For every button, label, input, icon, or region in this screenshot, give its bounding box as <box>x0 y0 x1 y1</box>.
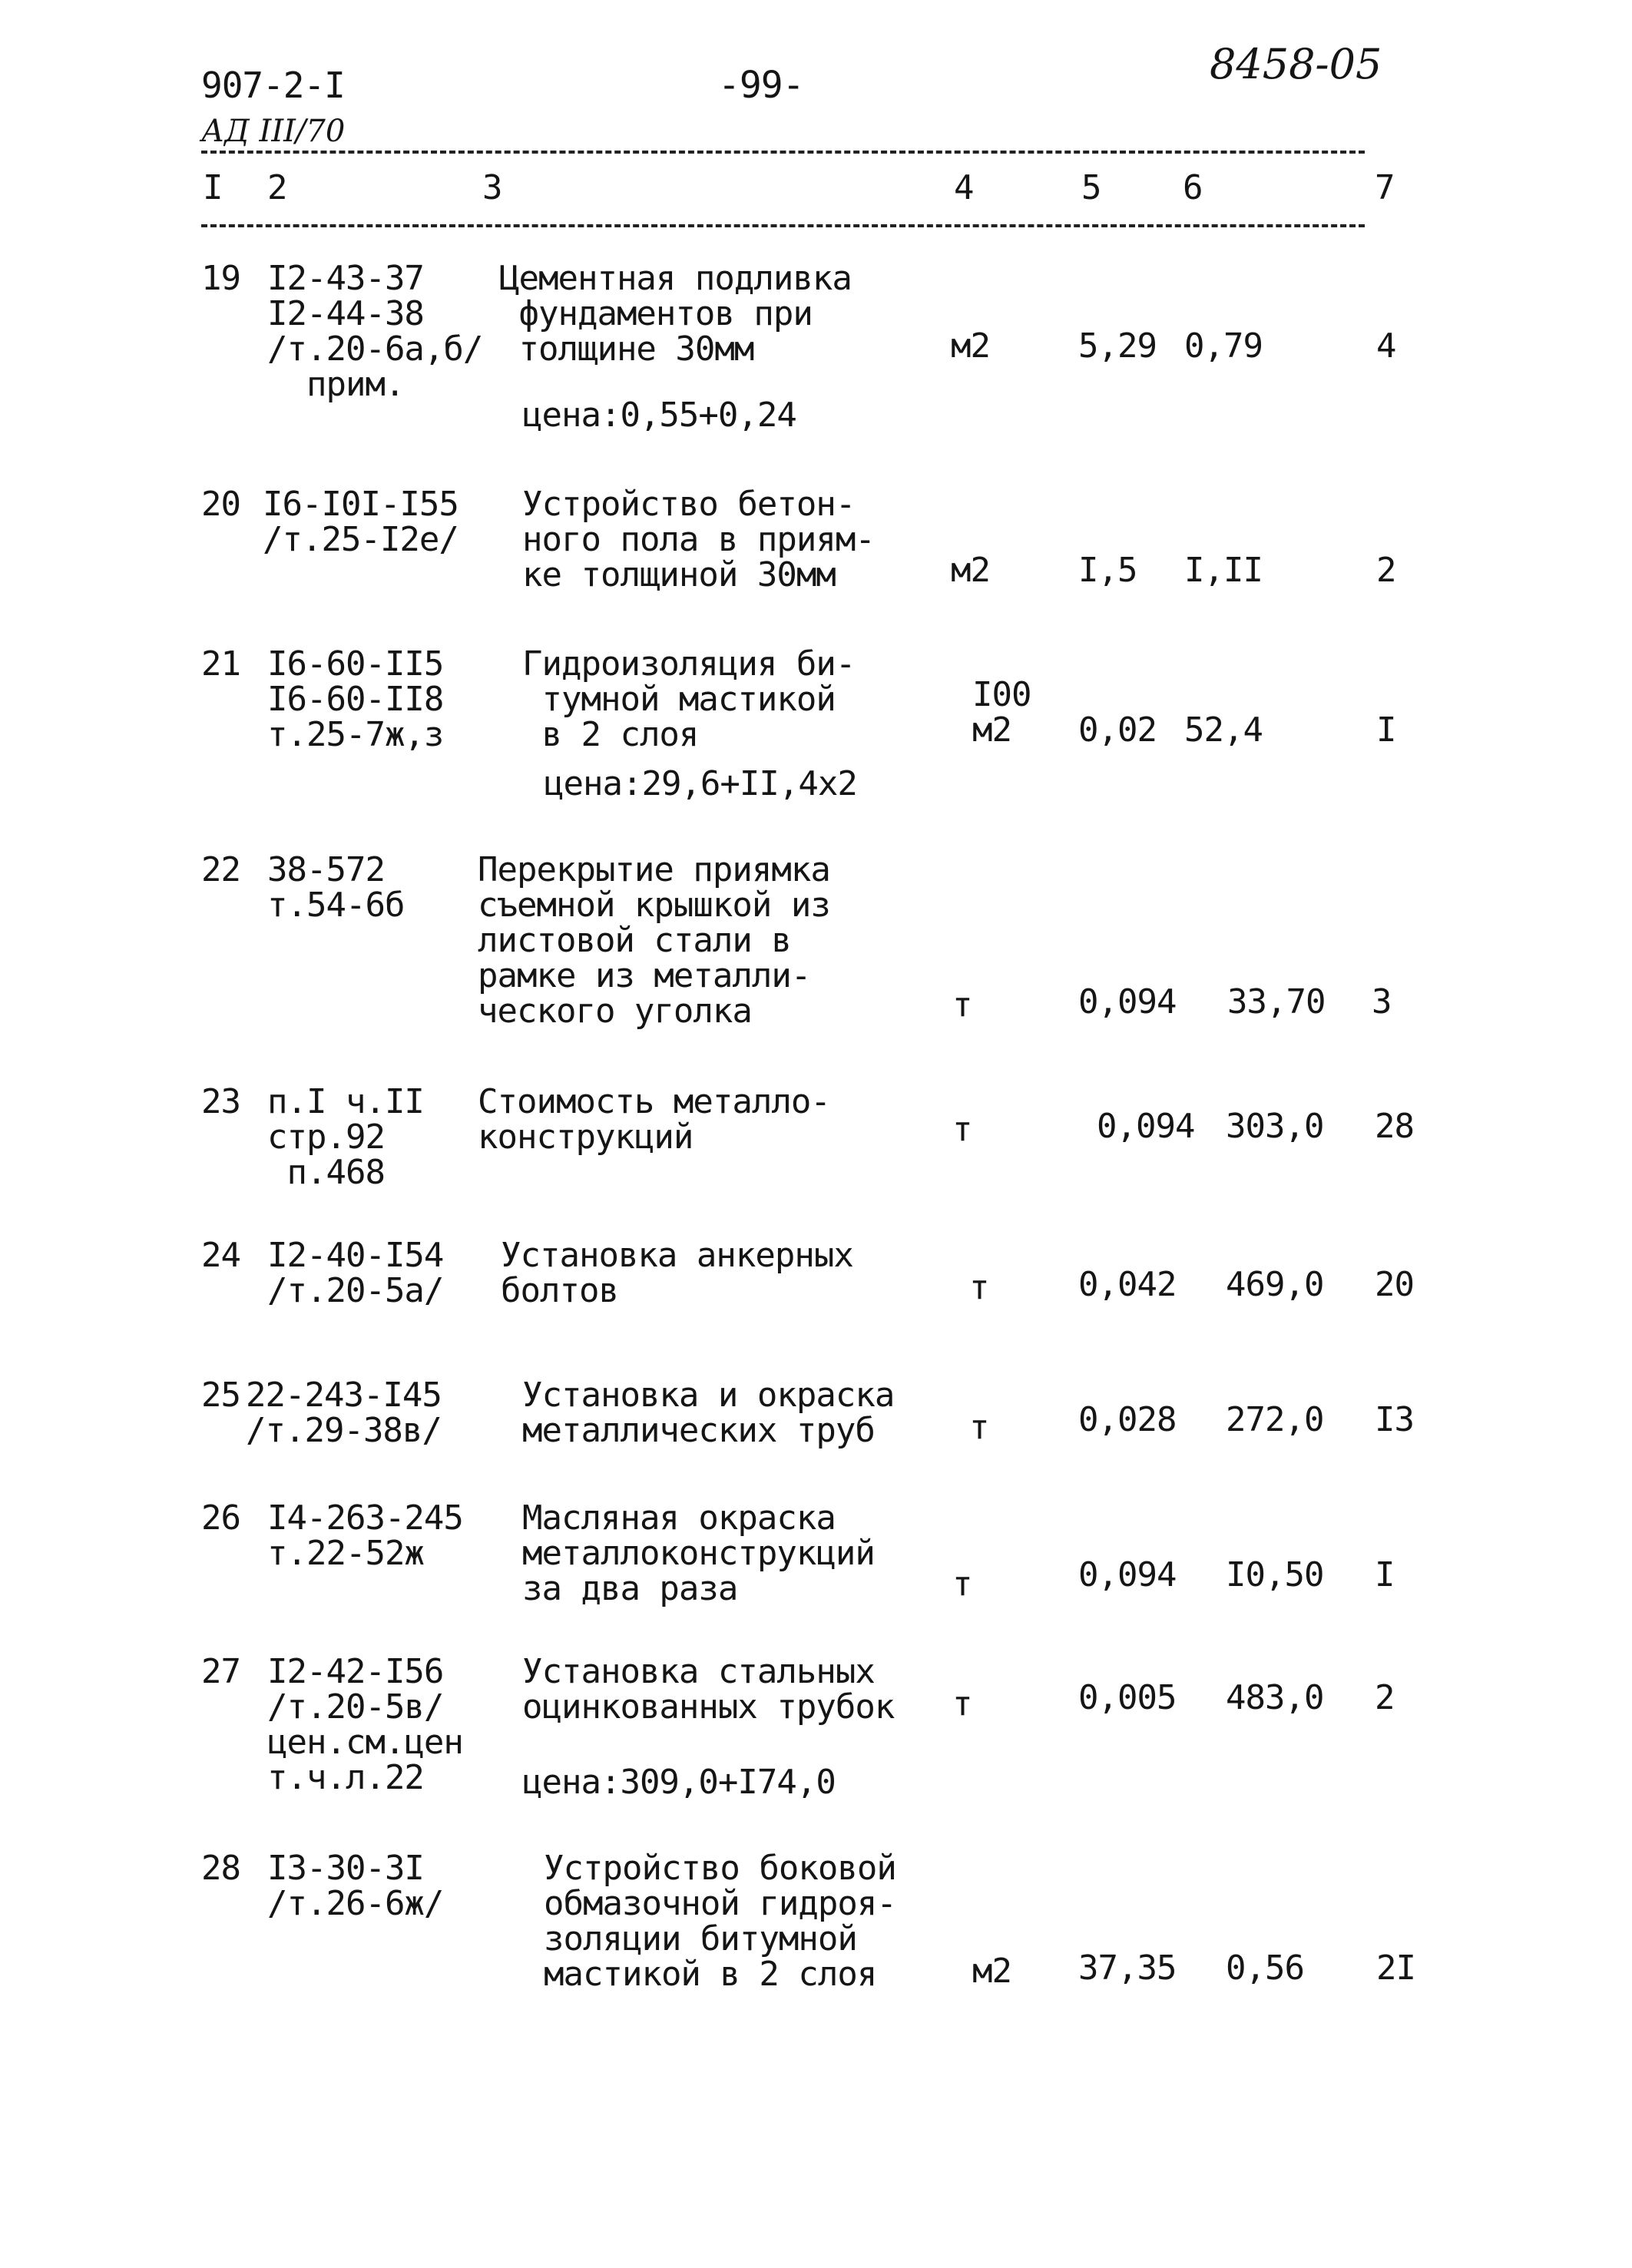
row-description: Устройство боковой обмазочной гидроя- золяции битумной мастикой в 2 слоя <box>544 1849 896 1994</box>
row-unit-price: 33,70 <box>1227 982 1326 1021</box>
column-number: I <box>203 168 223 207</box>
row-number: 28 <box>201 1849 240 1888</box>
row-quantity: 0,02 <box>1078 710 1157 750</box>
row-unit: т <box>952 985 972 1025</box>
header-bottom-rule <box>201 224 1365 227</box>
row-price-note: цена:309,0+I74,0 <box>522 1763 836 1802</box>
row-code: I2-40-I54 /т.20-5а/ <box>267 1236 444 1310</box>
row-number: 26 <box>201 1498 240 1538</box>
row-unit: м2 <box>951 551 990 590</box>
row-total: 2 <box>1375 1678 1395 1717</box>
row-description: Цементная подливка фундаментов при толщине 30мм <box>499 259 852 369</box>
row-number: 23 <box>201 1082 240 1121</box>
row-unit-price: 52,4 <box>1184 710 1263 750</box>
row-total: 20 <box>1375 1265 1414 1304</box>
column-number: 4 <box>954 168 974 207</box>
row-code: 38-572 т.54-6б <box>267 850 405 925</box>
row-quantity: 0,005 <box>1078 1678 1177 1717</box>
header-top-rule <box>201 151 1365 154</box>
column-number: 6 <box>1183 168 1203 207</box>
row-number: 25 <box>201 1376 240 1415</box>
column-number: 3 <box>482 168 502 207</box>
row-code: 22-243-I45 /т.29-38в/ <box>246 1376 442 1450</box>
row-code: I6-60-II5 I6-60-II8 т.25-7ж,з <box>267 644 444 754</box>
row-description: Установка анкерных болтов <box>501 1236 853 1310</box>
row-number: 22 <box>201 850 240 889</box>
row-code: I2-42-I56 /т.20-5в/ цен.см.цен т.ч.л.22 <box>267 1652 463 1797</box>
row-unit-price: 0,56 <box>1226 1948 1304 1988</box>
row-description: Устройство бетон- ного пола в приям- ке толщиной 30мм <box>522 485 875 594</box>
row-total: 28 <box>1375 1107 1414 1146</box>
row-unit-price: 469,0 <box>1226 1265 1324 1304</box>
row-unit: т <box>952 1684 972 1723</box>
row-quantity: I,5 <box>1078 551 1137 590</box>
row-description: Перекрытие приямка съемной крышкой из листовой стали в рамке из металли- ческого уголка <box>478 850 830 1031</box>
row-quantity: 0,094 <box>1078 982 1177 1021</box>
row-description: Стоимость металло- конструкций <box>478 1082 830 1157</box>
album-ref: АД III/70 <box>201 114 346 149</box>
row-unit-price: 303,0 <box>1226 1107 1324 1146</box>
row-unit: т <box>969 1408 989 1447</box>
row-price-note: цена:29,6+II,4х2 <box>544 764 857 803</box>
row-number: 27 <box>201 1652 240 1691</box>
row-unit-price: 272,0 <box>1226 1400 1324 1439</box>
row-total: 3 <box>1372 982 1392 1021</box>
row-unit: м2 <box>972 1952 1011 1991</box>
column-number: 2 <box>267 168 287 207</box>
row-quantity: 0,094 <box>1078 1555 1177 1594</box>
row-total: 2I <box>1376 1948 1415 1988</box>
sheet-code: 8458-05 <box>1210 40 1382 88</box>
page-number: -99- <box>718 64 804 107</box>
row-description: Масляная окраска металлоконструкций за два раза <box>522 1498 875 1608</box>
row-quantity: 0,042 <box>1078 1265 1177 1304</box>
row-quantity: 5,29 <box>1078 326 1157 366</box>
row-quantity: 0,094 <box>1097 1107 1195 1146</box>
row-code: п.I ч.II стр.92 п.468 <box>267 1082 424 1192</box>
row-unit: т <box>952 1564 972 1604</box>
row-unit: т <box>969 1268 989 1307</box>
row-number: 24 <box>201 1236 240 1275</box>
row-quantity: 0,028 <box>1078 1400 1177 1439</box>
row-unit-price: I,II <box>1184 551 1263 590</box>
row-unit: т <box>952 1110 972 1149</box>
row-number: 20 <box>201 485 240 524</box>
column-number: 7 <box>1375 168 1395 207</box>
row-total: I <box>1376 710 1396 750</box>
row-unit: I00 м2 <box>972 675 1031 750</box>
row-unit-price: I0,50 <box>1226 1555 1324 1594</box>
row-description: Установка стальных оцинкованных трубок <box>522 1652 895 1727</box>
row-price-note: цена:0,55+0,24 <box>522 396 796 435</box>
row-number: 19 <box>201 259 240 298</box>
column-number: 5 <box>1081 168 1101 207</box>
row-unit-price: 0,79 <box>1184 326 1263 366</box>
row-total: 2 <box>1376 551 1396 590</box>
row-code: I2-43-37 I2-44-38 /т.20-6а,б/ прим. <box>267 259 483 404</box>
row-code: I6-I0I-I55 /т.25-I2е/ <box>263 485 458 559</box>
row-number: 21 <box>201 644 240 684</box>
row-code: I4-263-245 т.22-52ж <box>267 1498 463 1573</box>
row-total: I <box>1375 1555 1395 1594</box>
row-total: I3 <box>1375 1400 1414 1439</box>
doc-code: 907-2-I <box>201 65 345 106</box>
row-description: Гидроизоляция би- тумной мастикой в 2 слоя <box>522 644 856 754</box>
row-unit: м2 <box>951 326 990 366</box>
row-code: I3-30-3I /т.26-6ж/ <box>267 1849 444 1923</box>
row-description: Установка и окраска металлических труб <box>522 1376 895 1450</box>
row-unit-price: 483,0 <box>1226 1678 1324 1717</box>
row-quantity: 37,35 <box>1078 1948 1177 1988</box>
row-total: 4 <box>1376 326 1396 366</box>
